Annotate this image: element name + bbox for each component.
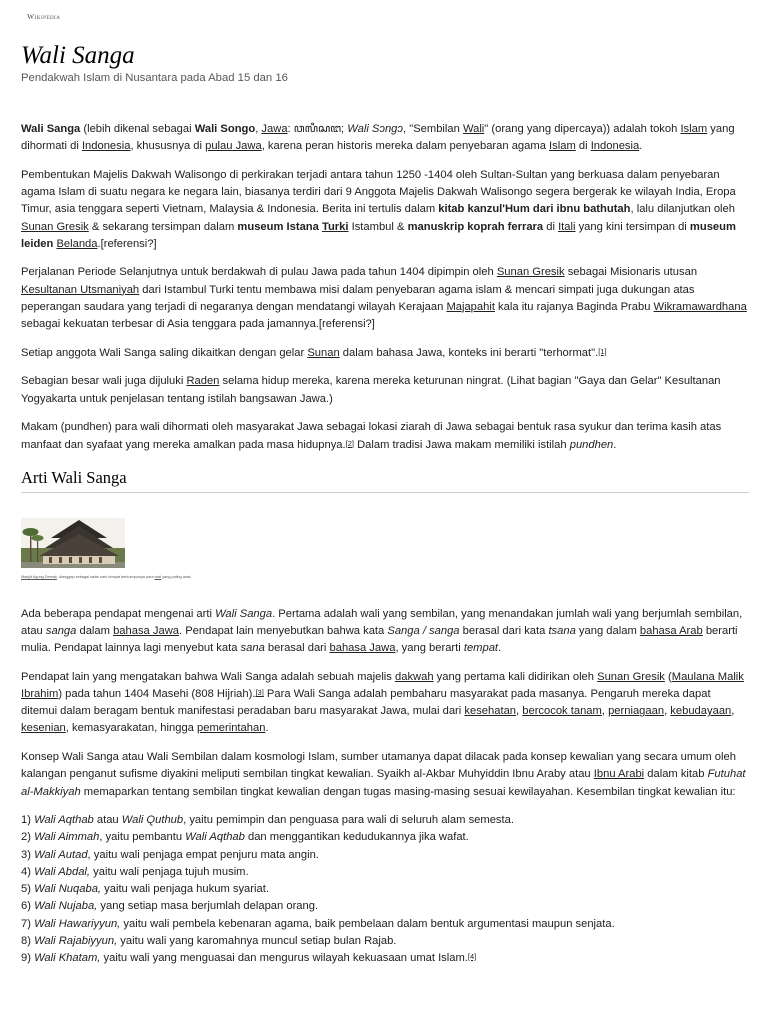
wiki-link[interactable]: Indonesia [590, 140, 640, 153]
italic-text: Wali Sanga [215, 607, 273, 620]
citation-link[interactable]: [2] [345, 438, 354, 448]
citation-link[interactable]: [1] [598, 346, 607, 356]
text-run: " (orang yang dipercaya)) adalah tokoh [484, 123, 681, 135]
italic-text: Wali Aqthab [185, 831, 245, 844]
text-run: di [543, 220, 559, 233]
text-run: , karena peran historis mereka dalam penyebaran agama [261, 140, 550, 153]
wiki-link[interactable]: perniagaan [608, 705, 665, 718]
arti-paragraph [21, 749, 749, 801]
text-run: Ada beberapa pendapat mengenai arti [21, 607, 216, 620]
text-run: berasal dari [264, 642, 330, 655]
italic-text: tempat [463, 642, 499, 655]
text-run: . [498, 642, 502, 655]
wiki-link[interactable]: Wali [462, 123, 485, 135]
text-run: . Pertama adalah wali yang sembilan, yang menandakan jumlah wali yang berjumlah sembilan, atau [21, 607, 743, 637]
text-run: (lebih dikenal sebagai [80, 123, 195, 135]
intro-section [21, 121, 749, 454]
wiki-link[interactable]: Islam [549, 140, 576, 153]
text-run: sebagai kekuatan terbesar di Asia tenggara pada jamannya.[referensi?] [21, 318, 375, 331]
list-item [21, 933, 749, 950]
italic-text: Wali Rajabiyyun, [34, 934, 118, 947]
text-run: , yaitu pembantu [99, 831, 186, 844]
list-item [21, 864, 749, 881]
italic-text: Wali Sɔngɔ [347, 123, 404, 135]
text-run: ( [664, 670, 672, 683]
arti-paragraph [21, 669, 749, 738]
list-item [21, 812, 749, 829]
caption-tail: yang paling awal. [161, 574, 192, 579]
reference-marker [468, 952, 476, 961]
wiki-link[interactable]: Maulana Malik Ibrahim [21, 670, 744, 701]
wiki-link[interactable]: bercocok tanam [522, 705, 602, 718]
text-run: dan menggantikan kedudukannya jika wafat. [244, 831, 469, 844]
citation-link[interactable]: [3] [255, 688, 264, 698]
text-run: , yaitu pemimpin dan penguasa para wali di seluruh alam semesta. [183, 814, 514, 827]
caption-link-wali[interactable]: wali [154, 574, 162, 579]
caption-text: , dianggap sebagai salah satu tempat berkumpulnya para [56, 574, 155, 579]
text-run: Setiap anggota Wali Sanga saling dikaitkan dengan gelar [21, 346, 308, 359]
list-item [21, 916, 749, 933]
bold-text: museum leiden [21, 220, 736, 250]
list-item [21, 898, 749, 915]
text-run: , yang berarti [395, 642, 464, 655]
text-run: . [613, 438, 617, 451]
wiki-link[interactable]: Sunan Gresik [21, 220, 89, 233]
text-run: , [664, 705, 671, 718]
text-run: , [255, 123, 262, 135]
text-run: yaitu wali penjaga hukum syariat. [101, 883, 269, 896]
text-run: yang dihormati di [21, 123, 735, 153]
citation-link[interactable]: [4] [467, 951, 477, 961]
text-run: 8) [21, 934, 35, 947]
text-run: . Pendapat lain menyebutkan bahwa kata [179, 624, 388, 637]
wiki-link[interactable]: Wikramawardhana [653, 300, 747, 313]
text-run: . [265, 722, 269, 735]
wiki-link[interactable]: Sunan Gresik [597, 670, 665, 683]
section-heading-arti: Arti Wali Sanga [21, 468, 749, 493]
text-run: dari Istambul Turki tentu membawa misi dalam penyebaran agama islam & mencari simpati juga dukungan atas peperangan saudara yang terjadi di negaranya dengan mendatangi wilayah Kerajaan [21, 283, 695, 313]
intro-paragraph [21, 373, 749, 407]
list-item [21, 881, 749, 898]
text-run: , [601, 705, 609, 718]
intro-paragraph [21, 419, 749, 453]
page-subtitle: Pendakwah Islam di Nusantara pada Abad 15 dan 16 [21, 72, 288, 84]
list-item [21, 829, 749, 846]
figure-masjid-demak [21, 518, 749, 580]
text-run: Perjalanan Periode Selanjutnya untuk berdakwah di pulau Jawa pada tahun 1404 dipimpin oleh [21, 266, 497, 279]
arti-paragraph [21, 606, 749, 658]
text-run: Makam (pundhen) para wali dihormati oleh masyarakat Jawa sebagai lokasi ziarah di Jawa sebagai bentuk rasa syukur dan terima kasih atas manfaat dan syafaat yang mereka amalkan pada masa hidupnya. [21, 421, 722, 451]
wiki-link[interactable]: bahasa Jawa [329, 642, 396, 655]
text-run: , khususnya di [130, 140, 206, 153]
text-run: . [639, 140, 643, 153]
italic-text: Sanga / sanga [387, 624, 460, 637]
wiki-link[interactable]: Turki [321, 220, 349, 233]
mosque-photo[interactable] [21, 518, 125, 568]
text-run: yaitu wali pembela kebenaran agama, baik pembelaan dalam bentuk argumentasi maupun senjata. [120, 917, 615, 930]
text-run: yang pertama kali didirikan oleh [433, 670, 598, 683]
wiki-link[interactable]: bahasa Arab [639, 624, 703, 637]
text-run: kala itu rajanya Baginda Prabu [494, 300, 654, 313]
italic-text: sana [240, 642, 265, 655]
bold-text: museum Istana [237, 220, 322, 233]
list-item [21, 950, 749, 967]
wiki-link[interactable]: Ibnu Arabi [593, 768, 645, 781]
page-title: Wali Sanga [21, 42, 135, 69]
wiki-link[interactable]: pulau Jawa [205, 140, 262, 153]
wiki-link[interactable]: Itali [558, 220, 576, 233]
intro-paragraph [21, 345, 749, 362]
wiki-link[interactable]: Jawa [261, 123, 288, 135]
wiki-link[interactable]: pemerintahan [197, 722, 266, 735]
text-run: Istambul & [348, 220, 408, 233]
wiki-link[interactable]: Raden [186, 375, 220, 388]
article-body [21, 121, 749, 967]
wiki-link[interactable]: kesenian [21, 722, 66, 735]
italic-text: Wali Aimmah [34, 831, 100, 844]
text-run: 4) [21, 865, 35, 878]
text-run: , yaitu wali penjaga empat penjuru mata angin. [87, 848, 319, 861]
text-run: 6) [21, 900, 35, 913]
italic-text: Wali Nujaba, [34, 900, 98, 913]
text-run: yang dalam [575, 624, 640, 637]
wiki-link[interactable]: Islam [680, 123, 708, 135]
text-run: memaparkan tentang sembilan tingkat kewalian dengan tugas masing-masing sesuai kewilayahan. Kesembilan tingkat kewalian itu: [80, 785, 736, 798]
bold-text: manuskrip koprah ferrara [407, 220, 544, 233]
wiki-link[interactable]: Kesultanan Utsmaniyah [21, 283, 140, 296]
text-run: .[referensi?] [97, 237, 157, 250]
text-run: 2) [21, 831, 35, 844]
text-run: berarti mulia. Pendapat lainnya lagi menyebut kata [21, 624, 738, 655]
italic-text: Wali Nuqaba, [34, 883, 102, 896]
figure-caption [21, 575, 749, 580]
italic-text: pundhen [569, 438, 614, 451]
reference-marker [346, 439, 354, 448]
text-run: di [575, 140, 591, 153]
text-run: & sekarang tersimpan dalam [88, 220, 238, 233]
text-run: yaitu wali yang menguasai dan mengurus wilayah kekuasaan umat Islam. [100, 951, 468, 964]
text-run: , lalu dilanjutkan oleh [630, 203, 735, 216]
text-run: 1) [21, 814, 35, 827]
caption-link-masjid[interactable]: Masjid Agung Demak [21, 574, 57, 579]
reference-marker [255, 688, 263, 697]
text-run: , "Sembilan [403, 123, 463, 135]
text-run: dalam kitab [644, 768, 708, 781]
italic-text: Wali Quthub [121, 814, 184, 827]
text-run: Para Wali Sanga adalah pembaharu masyarakat pada masanya. Pengaruh mereka dapat ditemui dalam beragam bentuk manifestasi peradaban baru masyarakat Jawa, mulai dari [21, 688, 711, 718]
wikipedia-logo[interactable]: Wikipedia [27, 12, 61, 21]
wiki-link[interactable]: Sunan Gresik [496, 266, 565, 279]
wiki-link[interactable]: Indonesia [81, 140, 131, 153]
italic-text: sanga [45, 624, 77, 637]
reference-marker [598, 347, 606, 356]
wiki-link[interactable]: kebudayaan [670, 705, 732, 718]
text-run: berasal dari kata [459, 624, 549, 637]
text-run: , kemasyarakatan, hingga [65, 722, 198, 735]
italic-text: Futuhat al-Makkiyah [21, 768, 746, 798]
text-run: Sebagian besar wali juga dijuluki [21, 375, 187, 388]
intro-paragraph [21, 121, 749, 155]
text-run: atau [93, 814, 122, 827]
text-run: Dalam tradisi Jawa makam memiliki istilah [353, 438, 570, 451]
text-run: Konsep Wali Sanga atau Wali Sembilan dalam kosmologi Islam, sumber utamanya dapat dilacak pada konsep kewalian yang secara umum oleh kalangan penganut sufisme diyakini meliputi sembilan tingkat kewalian. Syaikh al-Akbar Muhyiddin Ibnu Araby atau [21, 751, 736, 781]
kewalian-list [21, 812, 749, 967]
text-run: Pendapat lain yang mengatakan bahwa Wali Sanga adalah sebuah majelis [21, 670, 395, 683]
text-run: , [516, 705, 523, 718]
intro-paragraph [21, 167, 749, 253]
text-run: selama hidup mereka, karena mereka keturunan ningrat. (Lihat bagian "Gaya dan Gelar" Kesultanan Yogyakarta untuk penjelasan tentang istilah bangsawan Jawa.) [21, 375, 721, 405]
wiki-link[interactable]: Belanda [56, 237, 98, 250]
text-run: 5) [21, 883, 35, 896]
text-run: , [731, 705, 735, 718]
text-run: 3) [21, 848, 35, 861]
text-run: ) pada tahun 1404 Masehi (808 Hijriah). [58, 688, 256, 701]
italic-text: Wali Autad [34, 848, 88, 861]
bold-text: Wali Songo [194, 123, 256, 135]
list-item [21, 847, 749, 864]
wiki-link[interactable]: bahasa Jawa [113, 624, 179, 637]
text-run: yaitu wali penjaga tujuh musim. [90, 865, 249, 878]
italic-text: Wali Aqthab [34, 814, 94, 827]
text-run: yaitu wali yang karomahnya muncul setiap bulan Rajab. [117, 934, 397, 947]
arti-section [21, 606, 749, 801]
text-run: dalam [76, 624, 114, 637]
wiki-link[interactable]: dakwah [395, 670, 434, 683]
text-run: sebagai Misionaris utusan [564, 266, 698, 279]
text-run: dalam bahasa Jawa, konteks ini berarti "terhormat". [339, 346, 599, 359]
intro-paragraph [21, 264, 749, 333]
wiki-link[interactable]: Sunan [307, 346, 340, 359]
text-run: yang kini tersimpan di [575, 220, 690, 233]
text-run: yang setiap masa berjumlah delapan orang. [97, 900, 319, 913]
bold-text: Wali Sanga [21, 123, 81, 135]
italic-text: Wali Hawariyyun, [34, 917, 121, 930]
wiki-link[interactable]: kesehatan [464, 705, 517, 718]
text-run: 7) [21, 917, 35, 930]
text-run: Pembentukan Majelis Dakwah Walisongo di perkirakan terjadi antara tahun 1250 -1404 oleh Sultan-Sultan yang berkuasa dalam penyebaran agama Islam di suatu negara ke negara lain, biasanya terdiri dari 9 Anggota Majelis Dakwah Walisongo segera bergerak ke wilayah India, Eropa Timur, asia tenggara seperti Vietnam, Malaysia & Indonesia. Berita ini tertulis dalam [21, 168, 736, 216]
text-run: 9) [21, 951, 35, 964]
text-run: : ꦮꦭꦶꦱꦔ; [287, 123, 348, 135]
bold-text: kitab kanzul'Hum dari ibnu bathutah [438, 203, 631, 216]
italic-text: Wali Abdal, [34, 865, 91, 878]
italic-text: Wali Khatam, [34, 951, 101, 964]
wiki-link[interactable]: Majapahit [446, 300, 495, 313]
italic-text: tsana [548, 624, 576, 637]
